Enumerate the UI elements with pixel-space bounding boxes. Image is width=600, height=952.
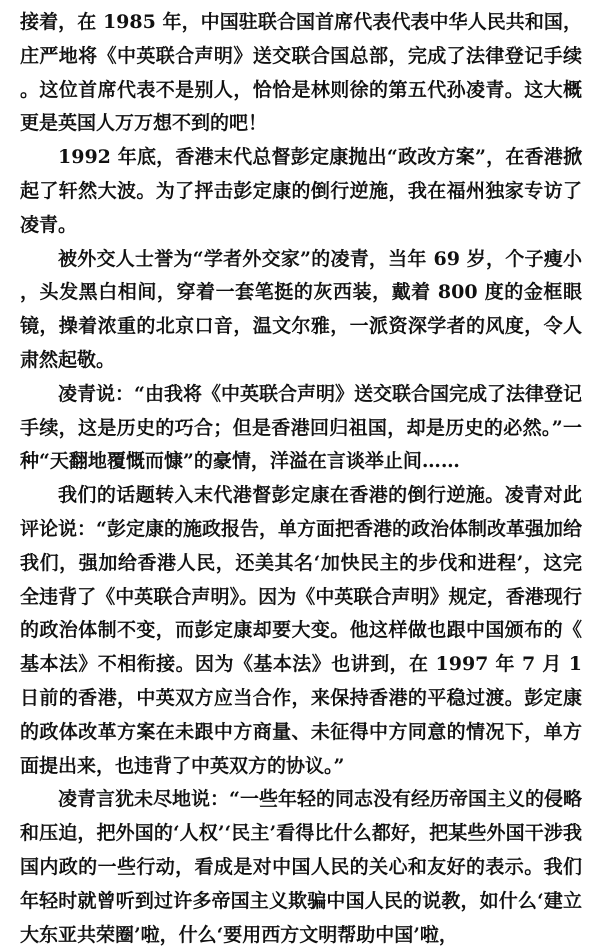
- paragraph-6: 凌青言犹未尽地说：“一些年轻的同志没有经历帝国主义的侵略和压迫，把外国的‘人权’‘民主’看得比什么都好，把某些外国干涉我国内政的一些行动，看成是对中国人民的关心和友好的表示。我们年轻时就曾听到过许多帝国主义欺骗中国人民的说教，如什么‘建立大东亚共荣圈’啦，什么‘要用西方文明帮助中国’啦，: [20, 788, 582, 946]
- paragraph-3: 被外交人士誉为“学者外交家”的凌青，当年 69 岁，个子瘦小，头发黑白相间，穿着一套笔挺的灰西装，戴着 800 度的金框眼镜，操着浓重的北京口音，温文尔雅，一派资深学者的风度，令人肃然起敬。: [20, 247, 582, 371]
- paragraph-5: 我们的话题转入末代港督彭定康在香港的倒行逆施。凌青对此评论说：“彭定康的施政报告，单方面把香港的政治体制改革强加给我们，强加给香港人民，还美其名‘加快民主的步伐和进程’，这完全违背了《中英联合声明》。因为《中英联合声明》规定，香港现行的政治体制不变，而彭定康却要大变。他这样做也跟中国颁布的《基本法》不相衔接。因为《基本法》也讲到，在 1997 年 7 月 1 日前的香港，中英双方应当合作，来保持香港的平稳过渡。彭定康的政体改革方案在未跟中方商量、未征得中方同意的情况下，单方面提出来，也违背了中英双方的协议。”: [20, 484, 582, 777]
- paragraph-4: 凌青说：“由我将《中英联合声明》送交联合国完成了法律登记手续，这是历史的巧合；但是香港回归祖国，却是历史的必然。”一种“天翻地覆慨而慷”的豪情，洋溢在言谈举止间……: [20, 382, 582, 473]
- paragraph-1: 接着，在 1985 年，中国驻联合国首席代表代表中华人民共和国，庄严地将《中英联合声明》送交联合国总部，完成了法律登记手续。这位首席代表不是别人，恰恰是林则徐的第五代孙凌青。这大概更是英国人万万想不到的吧！: [20, 11, 582, 135]
- paragraph-2: 1992 年底，香港末代总督彭定康抛出“政改方案”，在香港掀起了轩然大波。为了抨击彭定康的倒行逆施，我在福州独家专访了凌青。: [20, 146, 582, 236]
